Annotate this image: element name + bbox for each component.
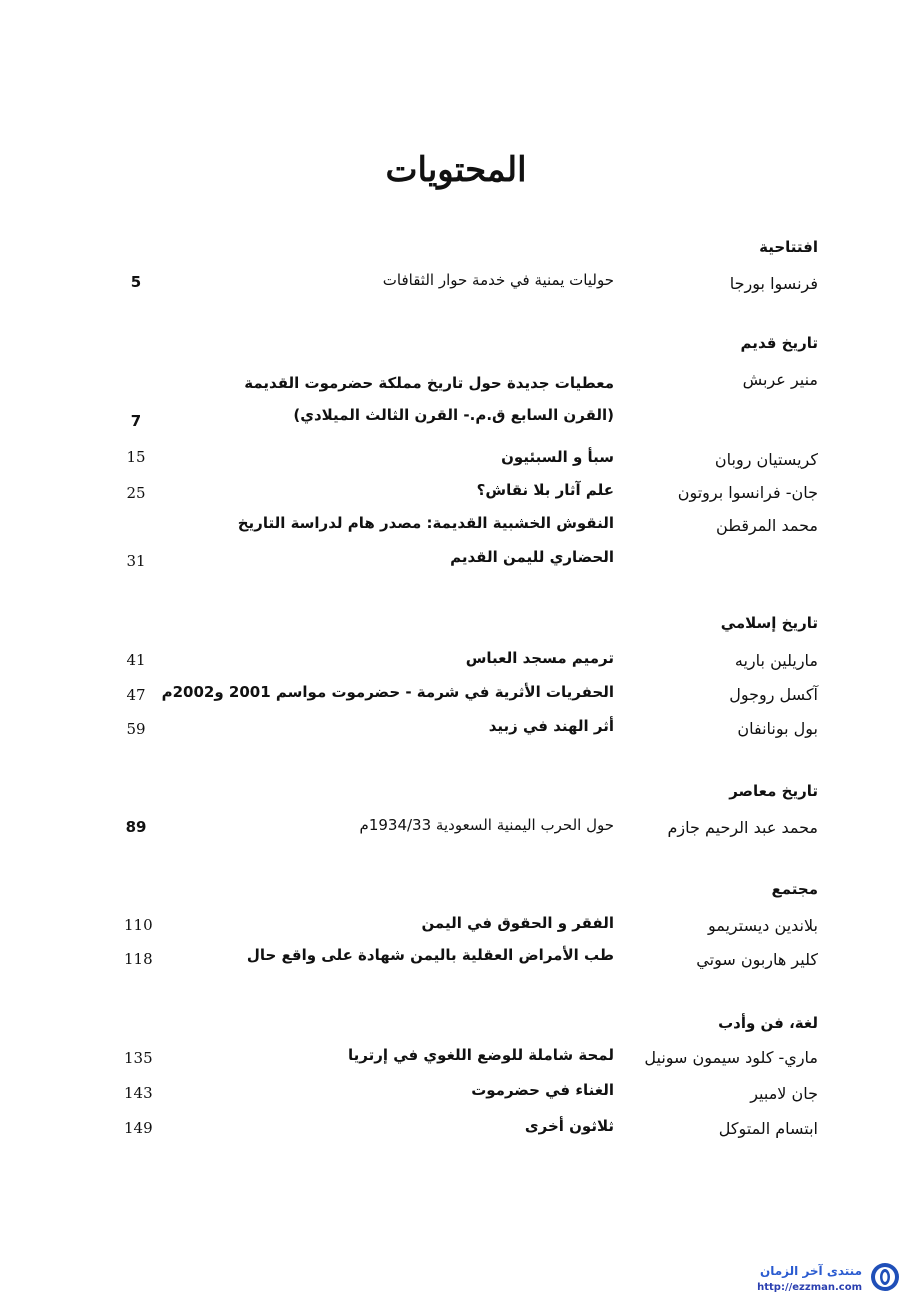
section-heading-society: مجتمع: [771, 880, 818, 898]
entry-page: 149: [124, 1119, 153, 1137]
entry-author: جان لامبير: [750, 1084, 818, 1103]
entry-title: الغناء في حضرموت: [471, 1081, 614, 1099]
entry-title: طب الأمراض العقلية باليمن شهادة على واقع حال: [246, 946, 614, 964]
section-heading-language-art-literature: لغة، فن وأدب: [718, 1014, 818, 1032]
entry-page: 135: [124, 1049, 153, 1067]
entry-author: ماريلين باريه: [734, 651, 818, 670]
entry-author: جان- فرانسوا بروتون: [677, 483, 818, 502]
entry-title: معطيات جديدة حول تاريخ مملكة حضرموت القديمة: [244, 374, 614, 392]
entry-title: الفقر و الحقوق في اليمن: [421, 914, 614, 932]
entry-title: علم آثار بلا نقاش؟: [476, 481, 614, 499]
entry-page: 118: [124, 950, 153, 968]
entry-author: ابتسام المتوكل: [718, 1119, 818, 1138]
entry-page: 25: [126, 484, 146, 502]
entry-author: محمد عبد الرحيم جازم: [667, 818, 818, 837]
entry-page: 15: [126, 448, 146, 466]
entry-page: 47: [126, 686, 146, 704]
entry-author: كلير هاربون سوتي: [696, 950, 818, 969]
section-heading-opening: افتتاحية: [759, 238, 818, 256]
entry-page: 110: [124, 916, 153, 934]
entry-author: فرنسوا بورجا: [729, 274, 818, 293]
page-title: المحتويات: [385, 150, 527, 190]
entry-page: 89: [125, 818, 147, 836]
entry-title: سبأ و السبئيون: [501, 448, 614, 466]
section-heading-contemporary-history: تاريخ معاصر: [729, 782, 818, 800]
entry-page: 31: [126, 552, 146, 570]
entry-author: محمد المرقطن: [716, 516, 818, 535]
entry-page: 59: [126, 720, 146, 738]
forum-url[interactable]: http://ezzman.com: [757, 1282, 862, 1293]
entry-title: لمحة شاملة للوضع اللغوي في إرتريا: [347, 1046, 614, 1064]
entry-title: حوليات يمنية في خدمة حوار الثقافات: [382, 271, 614, 289]
entry-author: منير عربش: [742, 370, 818, 389]
entry-author: بلاندين ديستريمو: [707, 916, 818, 935]
entry-title-continued: (القرن السابع ق.م.- القرن الثالث الميلادي): [293, 406, 614, 424]
entry-author: كريستيان روبان: [714, 450, 818, 469]
entry-title: الحفريات الأثرية في شرمة - حضرموت مواسم 2001 و2002م: [161, 683, 614, 701]
forum-name: منتدى آخر الزمان: [760, 1264, 862, 1278]
forum-logo-icon: [870, 1262, 900, 1292]
entry-title: أثر الهند في زبيد: [488, 717, 614, 735]
entry-page: 5: [130, 273, 142, 291]
section-heading-ancient-history: تاريخ قديم: [740, 334, 818, 352]
entry-page: 41: [126, 651, 146, 669]
entry-title: النقوش الخشبية القديمة: مصدر هام لدراسة التاريخ: [237, 514, 614, 532]
section-heading-islamic-history: تاريخ إسلامي: [720, 614, 818, 632]
entry-title-continued: الحضاري لليمن القديم: [450, 548, 614, 566]
entry-page: 7: [130, 412, 142, 430]
entry-author: بول بونانفان: [737, 719, 818, 738]
entry-title: ترميم مسجد العباس: [465, 649, 614, 667]
entry-title: ثلاثون أخرى: [524, 1117, 614, 1135]
entry-page: 143: [124, 1084, 153, 1102]
forum-watermark: [728, 1260, 904, 1300]
entry-title: حول الحرب اليمنية السعودية 1934/33م: [359, 816, 614, 834]
entry-author: آكسل روجول: [729, 685, 818, 704]
entry-author: ماري- كلود سيمون سونيل: [644, 1048, 818, 1067]
